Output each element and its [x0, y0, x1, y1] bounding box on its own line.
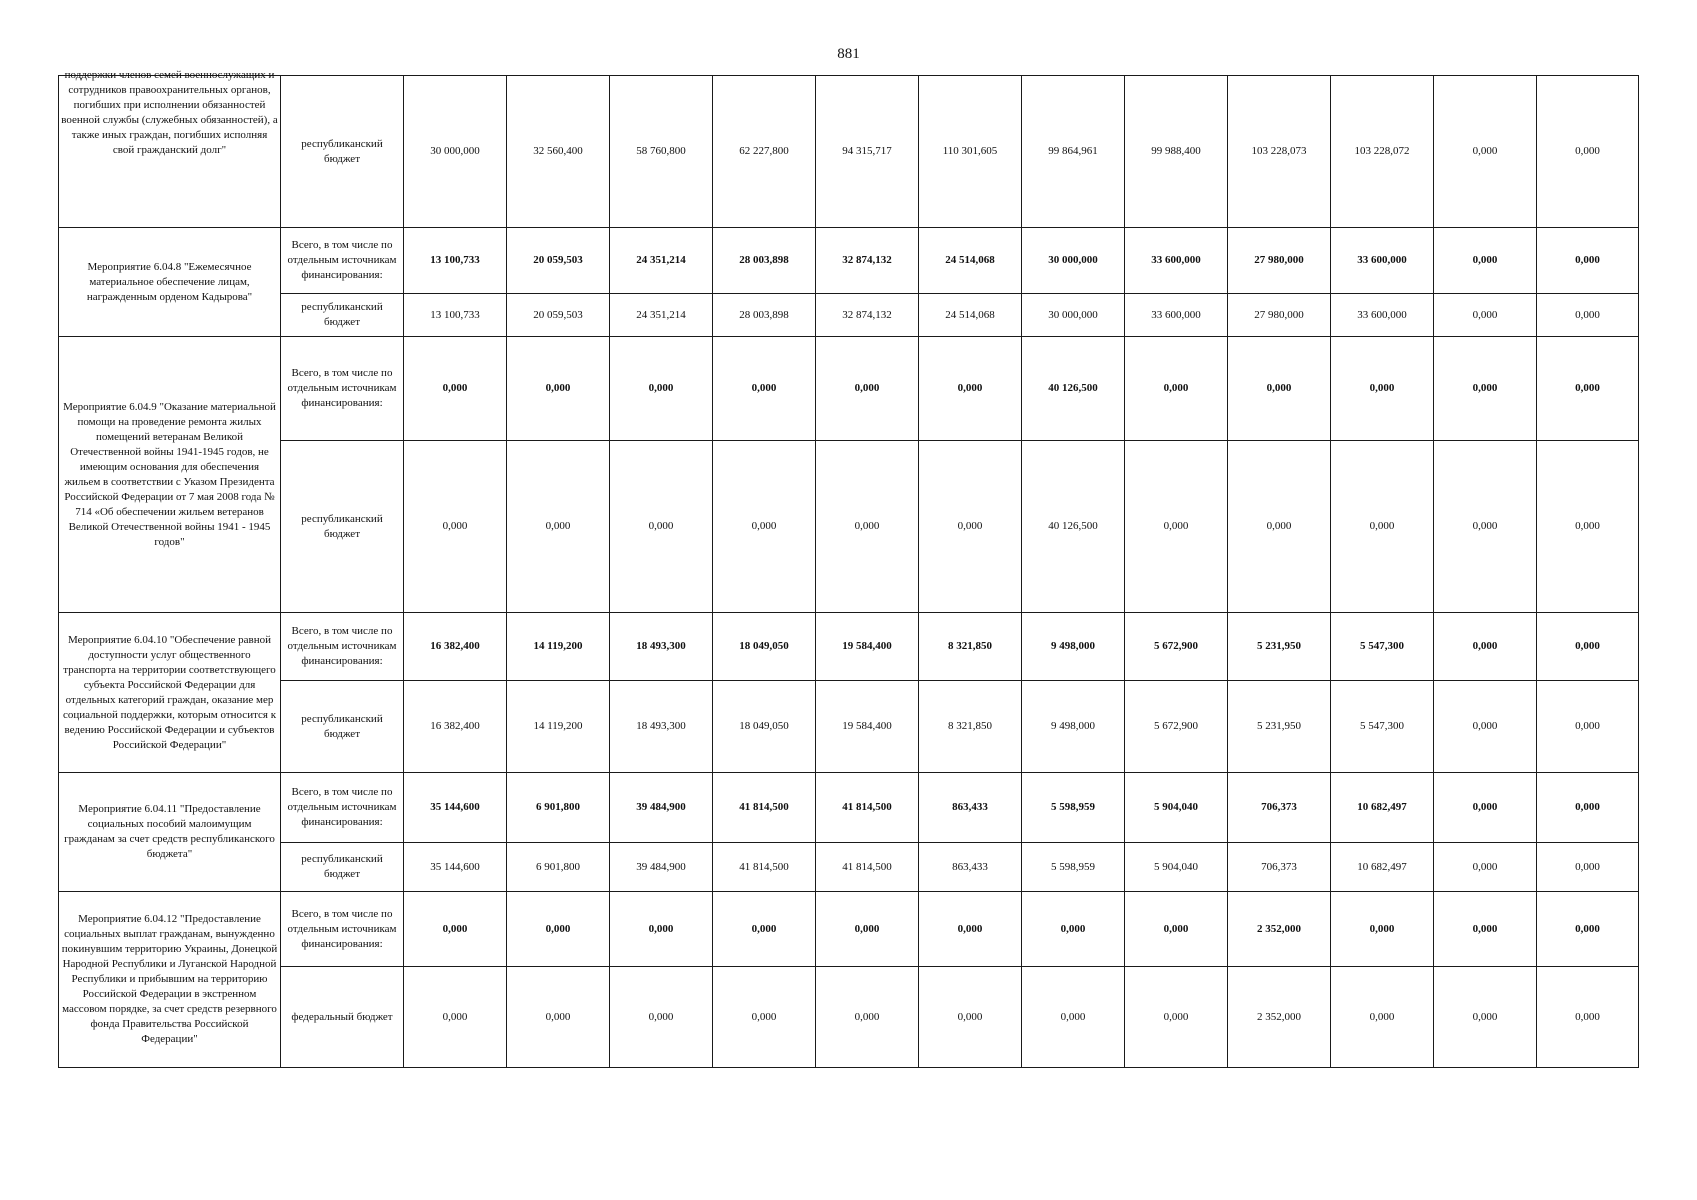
amount-cell: 0,000	[1125, 441, 1228, 613]
amount-cell: 0,000	[1331, 892, 1434, 967]
amount-cell: 5 231,950	[1228, 613, 1331, 681]
table-row-total	[59, 337, 1639, 441]
amount-cell: 5 904,040	[1125, 773, 1228, 843]
amount-cell: 33 600,000	[1331, 294, 1434, 337]
amount-cell: 103 228,072	[1331, 76, 1434, 228]
amount-cell: 6 901,800	[507, 773, 610, 843]
amount-cell: 99 864,961	[1022, 76, 1125, 228]
amount-cell: 5 598,959	[1022, 843, 1125, 892]
table-row-source	[59, 967, 1639, 1068]
amount-cell: 0,000	[610, 967, 713, 1068]
amount-cell: 0,000	[610, 892, 713, 967]
amount-cell: 0,000	[713, 337, 816, 441]
amount-cell: 8 321,850	[919, 613, 1022, 681]
amount-cell: 0,000	[1537, 967, 1639, 1068]
amount-cell: 10 682,497	[1331, 773, 1434, 843]
amount-cell: 5 547,300	[1331, 613, 1434, 681]
amount-cell: 863,433	[919, 773, 1022, 843]
amount-cell: 41 814,500	[816, 843, 919, 892]
amount-cell: 58 760,800	[610, 76, 713, 228]
amount-cell: 10 682,497	[1331, 843, 1434, 892]
funding-source: федеральный бюджет	[281, 967, 404, 1068]
funding-source: Всего, в том числе по отдельным источникам финансирования:	[281, 613, 404, 681]
amount-cell: 6 901,800	[507, 843, 610, 892]
table-row-total	[59, 892, 1639, 967]
amount-cell: 16 382,400	[404, 613, 507, 681]
amount-cell: 0,000	[1537, 773, 1639, 843]
amount-cell: 20 059,503	[507, 294, 610, 337]
amount-cell: 24 351,214	[610, 294, 713, 337]
amount-cell: 40 126,500	[1022, 441, 1125, 613]
table-row-source	[59, 294, 1639, 337]
amount-cell: 24 514,068	[919, 294, 1022, 337]
amount-cell: 0,000	[919, 892, 1022, 967]
page-number: 881	[837, 46, 860, 62]
amount-cell: 35 144,600	[404, 843, 507, 892]
amount-cell: 39 484,900	[610, 843, 713, 892]
measure-description: Мероприятие 6.04.10 "Обеспечение равной доступности услуг общественного транспорта на территории соответствующего субъекта Российской Федерации для отдельных категорий граждан, оказание мер социальной поддержки, которым относится к ведению Российской Федерации и субъектов Российской Федерации"	[59, 613, 281, 773]
amount-cell: 14 119,200	[507, 681, 610, 773]
amount-cell: 13 100,733	[404, 294, 507, 337]
amount-cell: 0,000	[713, 441, 816, 613]
amount-cell: 5 598,959	[1022, 773, 1125, 843]
amount-cell: 0,000	[919, 967, 1022, 1068]
amount-cell: 0,000	[1537, 441, 1639, 613]
amount-cell: 0,000	[1022, 967, 1125, 1068]
measure-description: Мероприятие 6.04.9 "Оказание материальной помощи на проведение ремонта жилых помещений ветеранам Великой Отечественной войны 1941-1945 годов, не имеющим основания для обеспечения жильем в соответствии с Указом Президента Российской Федерации от 7 мая 2008 года № 714 «Об обеспечении жильем ветеранов Великой Отечественной войны 1941 - 1945 годов"	[59, 337, 281, 613]
amount-cell: 0,000	[713, 892, 816, 967]
table-row-source	[59, 843, 1639, 892]
amount-cell: 0,000	[919, 441, 1022, 613]
amount-cell: 0,000	[713, 967, 816, 1068]
amount-cell: 18 493,300	[610, 613, 713, 681]
amount-cell: 0,000	[919, 337, 1022, 441]
amount-cell: 41 814,500	[816, 773, 919, 843]
amount-cell: 24 351,214	[610, 228, 713, 294]
amount-cell: 32 874,132	[816, 294, 919, 337]
amount-cell: 0,000	[1434, 228, 1537, 294]
amount-cell: 0,000	[1125, 967, 1228, 1068]
funding-source: республиканский бюджет	[281, 76, 404, 228]
measure-description: Мероприятие 6.04.12 "Предоставление социальных выплат гражданам, вынужденно покинувшим территорию Украины, Донецкой Народной Республики и Луганской Народной Республики и прибывшим на территорию Российской Федерации в экстренном массовом порядке, за счет средств резервного фонда Правительства Российской Федерации"	[59, 892, 281, 1068]
amount-cell: 9 498,000	[1022, 613, 1125, 681]
amount-cell: 0,000	[404, 337, 507, 441]
amount-cell: 0,000	[1434, 967, 1537, 1068]
measure-description: Мероприятие 6.04.8 "Ежемесячное материальное обеспечение лицам, награжденным орденом Кадырова"	[59, 228, 281, 337]
amount-cell: 0,000	[507, 337, 610, 441]
amount-cell: 41 814,500	[713, 843, 816, 892]
table-row-total	[59, 613, 1639, 681]
amount-cell: 18 493,300	[610, 681, 713, 773]
amount-cell: 0,000	[1331, 441, 1434, 613]
amount-cell: 0,000	[1331, 337, 1434, 441]
amount-cell: 0,000	[1434, 773, 1537, 843]
amount-cell: 0,000	[507, 892, 610, 967]
funding-source: Всего, в том числе по отдельным источникам финансирования:	[281, 773, 404, 843]
amount-cell: 0,000	[1331, 967, 1434, 1068]
measure-description: Мероприятие 6.04.11 "Предоставление социальных пособий малоимущим гражданам за счет средств республиканского бюджета"	[59, 773, 281, 892]
table-row-source	[59, 681, 1639, 773]
funding-source: Всего, в том числе по отдельным источникам финансирования:	[281, 337, 404, 441]
amount-cell: 39 484,900	[610, 773, 713, 843]
amount-cell: 28 003,898	[713, 228, 816, 294]
funding-source: республиканский бюджет	[281, 294, 404, 337]
amount-cell: 103 228,073	[1228, 76, 1331, 228]
amount-cell: 863,433	[919, 843, 1022, 892]
funding-source: Всего, в том числе по отдельным источникам финансирования:	[281, 228, 404, 294]
amount-cell: 18 049,050	[713, 681, 816, 773]
amount-cell: 0,000	[1434, 76, 1537, 228]
amount-cell: 99 988,400	[1125, 76, 1228, 228]
amount-cell: 0,000	[1434, 843, 1537, 892]
amount-cell: 5 904,040	[1125, 843, 1228, 892]
amount-cell: 0,000	[1537, 294, 1639, 337]
amount-cell: 33 600,000	[1125, 228, 1228, 294]
amount-cell: 32 874,132	[816, 228, 919, 294]
funding-source: Всего, в том числе по отдельным источникам финансирования:	[281, 892, 404, 967]
amount-cell: 19 584,400	[816, 613, 919, 681]
amount-cell: 62 227,800	[713, 76, 816, 228]
amount-cell: 33 600,000	[1331, 228, 1434, 294]
amount-cell: 30 000,000	[404, 76, 507, 228]
funding-source: республиканский бюджет	[281, 441, 404, 613]
amount-cell: 33 600,000	[1125, 294, 1228, 337]
amount-cell: 0,000	[610, 441, 713, 613]
amount-cell: 35 144,600	[404, 773, 507, 843]
amount-cell: 0,000	[507, 967, 610, 1068]
amount-cell: 0,000	[816, 337, 919, 441]
amount-cell: 2 352,000	[1228, 892, 1331, 967]
amount-cell: 0,000	[816, 967, 919, 1068]
amount-cell: 30 000,000	[1022, 294, 1125, 337]
amount-cell: 8 321,850	[919, 681, 1022, 773]
amount-cell: 0,000	[1537, 337, 1639, 441]
amount-cell: 0,000	[1228, 337, 1331, 441]
amount-cell: 19 584,400	[816, 681, 919, 773]
amount-cell: 0,000	[404, 892, 507, 967]
amount-cell: 18 049,050	[713, 613, 816, 681]
measure-description: поддержки членов семей военнослужащих и сотрудников правоохранительных органов, погибших при исполнении обязанностей военной службы (служебных обязанностей), а также иных граждан, погибших исполняя свой гражданский долг"	[59, 76, 281, 228]
amount-cell: 0,000	[1434, 681, 1537, 773]
amount-cell: 27 980,000	[1228, 228, 1331, 294]
amount-cell: 706,373	[1228, 773, 1331, 843]
amount-cell: 32 560,400	[507, 76, 610, 228]
amount-cell: 27 980,000	[1228, 294, 1331, 337]
amount-cell: 5 231,950	[1228, 681, 1331, 773]
amount-cell: 0,000	[1434, 892, 1537, 967]
amount-cell: 40 126,500	[1022, 337, 1125, 441]
amount-cell: 0,000	[507, 441, 610, 613]
amount-cell: 0,000	[1125, 892, 1228, 967]
amount-cell: 0,000	[1434, 441, 1537, 613]
amount-cell: 16 382,400	[404, 681, 507, 773]
funding-source: республиканский бюджет	[281, 681, 404, 773]
amount-cell: 0,000	[404, 967, 507, 1068]
amount-cell: 41 814,500	[713, 773, 816, 843]
amount-cell: 5 672,900	[1125, 613, 1228, 681]
amount-cell: 0,000	[1537, 843, 1639, 892]
amount-cell: 706,373	[1228, 843, 1331, 892]
amount-cell: 0,000	[1228, 441, 1331, 613]
amount-cell: 0,000	[1537, 76, 1639, 228]
amount-cell: 0,000	[610, 337, 713, 441]
amount-cell: 0,000	[1537, 681, 1639, 773]
funding-source: республиканский бюджет	[281, 843, 404, 892]
amount-cell: 110 301,605	[919, 76, 1022, 228]
amount-cell: 2 352,000	[1228, 967, 1331, 1068]
table-row-total	[59, 228, 1639, 294]
amount-cell: 9 498,000	[1022, 681, 1125, 773]
amount-cell: 13 100,733	[404, 228, 507, 294]
amount-cell: 0,000	[816, 441, 919, 613]
amount-cell: 0,000	[1125, 337, 1228, 441]
amount-cell: 24 514,068	[919, 228, 1022, 294]
amount-cell: 0,000	[1537, 613, 1639, 681]
financing-table	[58, 69, 1639, 1068]
amount-cell: 0,000	[1537, 892, 1639, 967]
table-row-source	[59, 76, 1639, 228]
amount-cell: 0,000	[1434, 294, 1537, 337]
amount-cell: 30 000,000	[1022, 228, 1125, 294]
table-row-total	[59, 773, 1639, 843]
amount-cell: 0,000	[1434, 337, 1537, 441]
amount-cell: 5 547,300	[1331, 681, 1434, 773]
amount-cell: 0,000	[816, 892, 919, 967]
amount-cell: 0,000	[1537, 228, 1639, 294]
amount-cell: 0,000	[1022, 892, 1125, 967]
amount-cell: 5 672,900	[1125, 681, 1228, 773]
amount-cell: 0,000	[404, 441, 507, 613]
amount-cell: 20 059,503	[507, 228, 610, 294]
amount-cell: 14 119,200	[507, 613, 610, 681]
table-row-source	[59, 441, 1639, 613]
amount-cell: 94 315,717	[816, 76, 919, 228]
amount-cell: 0,000	[1434, 613, 1537, 681]
amount-cell: 28 003,898	[713, 294, 816, 337]
